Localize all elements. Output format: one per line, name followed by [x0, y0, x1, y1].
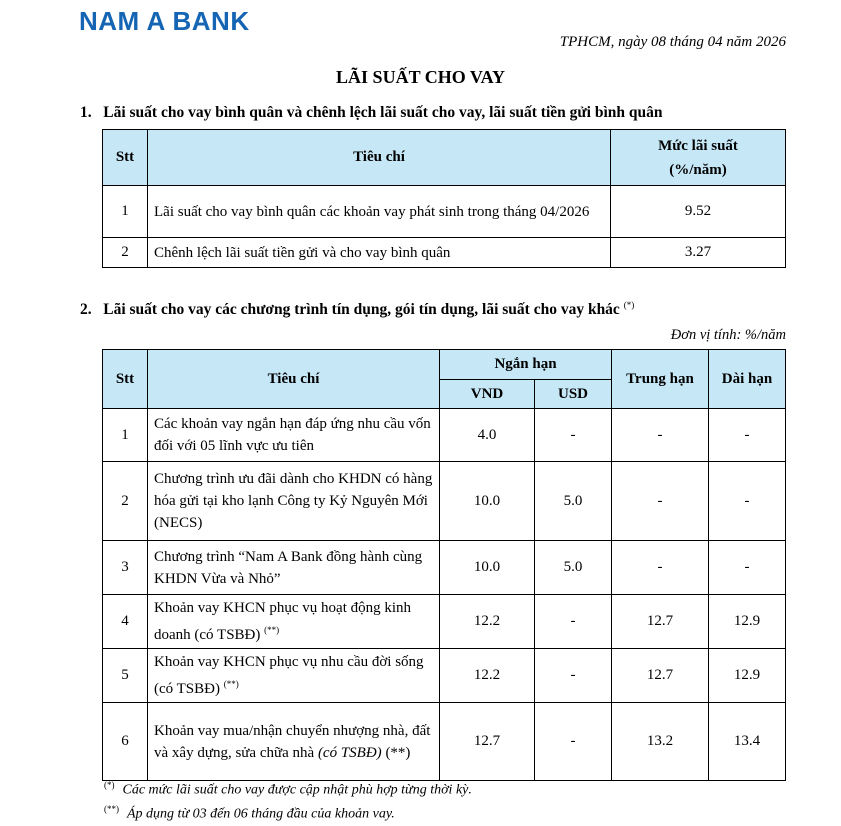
criteria-text: Khoản vay KHCN phục vụ hoạt động kinh doanh (có TSBĐ) [154, 600, 412, 643]
vnd-cell: 10.0 [440, 541, 535, 595]
criteria-text: Khoản vay mua/nhận chuyển nhượng nhà, đất và xây dựng, sửa chữa nhà [154, 722, 431, 761]
long-term-cell: 12.9 [709, 595, 786, 649]
vnd-cell: 12.2 [440, 649, 535, 703]
average-rate-table [102, 129, 786, 268]
footnote-mark: (**) [264, 625, 280, 635]
usd-cell: 5.0 [535, 462, 612, 541]
header-stt: Stt [103, 350, 148, 409]
header-short-term: Ngắn hạn [440, 350, 612, 380]
criteria-cell: Lãi suất cho vay bình quân các khoản vay phát sinh trong tháng 04/2026 [148, 186, 611, 238]
criteria-cell: Chương trình “Nam A Bank đồng hành cùng KHDN Vừa và Nhỏ” [148, 541, 440, 595]
criteria-cell [148, 703, 440, 781]
medium-term-cell: 12.7 [612, 595, 709, 649]
program-rate-table [102, 349, 786, 781]
header-long-term: Dài hạn [709, 350, 786, 409]
criteria-cell [148, 649, 440, 703]
header-stt: Stt [103, 130, 148, 186]
dateline: TPHCM, ngày 08 tháng 04 năm 2026 [559, 34, 786, 50]
usd-cell: - [535, 703, 612, 781]
table-row [103, 541, 786, 595]
medium-term-cell: - [612, 409, 709, 462]
usd-cell: - [535, 409, 612, 462]
footnote-2 [104, 804, 395, 823]
section-2-heading-mark: (*) [623, 300, 635, 310]
page-title: LÃI SUẤT CHO VAY [336, 67, 505, 87]
stt-cell: 1 [103, 186, 148, 238]
usd-cell: 5.0 [535, 541, 612, 595]
section-2-heading [80, 300, 634, 319]
medium-term-cell: 12.7 [612, 649, 709, 703]
criteria-cell [148, 595, 440, 649]
stt-cell: 4 [103, 595, 148, 649]
stt-cell: 5 [103, 649, 148, 703]
footnote-1-mark: (*) [104, 780, 115, 790]
table-row [103, 238, 786, 268]
stt-cell: 1 [103, 409, 148, 462]
rate-cell: 3.27 [611, 238, 786, 268]
usd-cell: - [535, 649, 612, 703]
criteria-text: Khoản vay KHCN phục vụ nhu cầu đời sống (có TSBĐ) [154, 654, 424, 697]
table-row [103, 649, 786, 703]
vnd-cell: 12.2 [440, 595, 535, 649]
long-term-cell: - [709, 409, 786, 462]
vnd-cell: 12.7 [440, 703, 535, 781]
footnote-1-text: Các mức lãi suất cho vay được cập nhật phù hợp từng thời kỳ. [122, 782, 472, 798]
header-medium-term: Trung hạn [612, 350, 709, 409]
medium-term-cell: - [612, 541, 709, 595]
table-row [103, 703, 786, 781]
section-2-heading-text: 2. Lãi suất cho vay các chương trình tín dụng, gói tín dụng, lãi suất cho vay khác [80, 301, 620, 319]
header-rate-line1: Mức lãi suất [658, 137, 738, 154]
header-criteria: Tiêu chí [148, 130, 611, 186]
section-1-heading: 1. Lãi suất cho vay bình quân và chênh lệch lãi suất cho vay, lãi suất tiền gửi bình quân [80, 104, 663, 121]
medium-term-cell: 13.2 [612, 703, 709, 781]
header-vnd: VND [440, 380, 535, 409]
footnote-1 [104, 780, 472, 799]
long-term-cell: 13.4 [709, 703, 786, 781]
rate-cell: 9.52 [611, 186, 786, 238]
header-rate [611, 130, 786, 186]
bank-logo: NAM A BANK [79, 6, 250, 36]
footnote-2-text: Áp dụng từ 03 đến 06 tháng đầu của khoản vay. [127, 806, 395, 822]
table-row [103, 409, 786, 462]
header-criteria: Tiêu chí [148, 350, 440, 409]
footnote-2-mark: (**) [104, 804, 119, 814]
usd-cell: - [535, 595, 612, 649]
stt-cell: 6 [103, 703, 148, 781]
vnd-cell: 10.0 [440, 462, 535, 541]
medium-term-cell: - [612, 462, 709, 541]
criteria-italic: (có TSBĐ) [317, 744, 382, 761]
header-rate-line2: (%/năm) [669, 161, 727, 178]
stt-cell: 2 [103, 462, 148, 541]
footnote-mark: (**) [385, 744, 411, 761]
table-row [103, 462, 786, 541]
stt-cell: 2 [103, 238, 148, 268]
long-term-cell: 12.9 [709, 649, 786, 703]
unit-label: Đơn vị tính: %/năm [670, 327, 786, 343]
criteria-cell: Các khoản vay ngắn hạn đáp ứng nhu cầu vốn đối với 05 lĩnh vực ưu tiên [148, 409, 440, 462]
stt-cell: 3 [103, 541, 148, 595]
table-row [103, 186, 786, 238]
long-term-cell: - [709, 541, 786, 595]
header-usd: USD [535, 380, 612, 409]
vnd-cell: 4.0 [440, 409, 535, 462]
long-term-cell: - [709, 462, 786, 541]
table-row [103, 595, 786, 649]
footnote-mark: (**) [223, 679, 239, 689]
criteria-cell: Chênh lệch lãi suất tiền gửi và cho vay bình quân [148, 238, 611, 268]
criteria-cell: Chương trình ưu đãi dành cho KHDN có hàng hóa gửi tại kho lạnh Công ty Kỷ Nguyên Mới (NECS) [148, 462, 440, 541]
